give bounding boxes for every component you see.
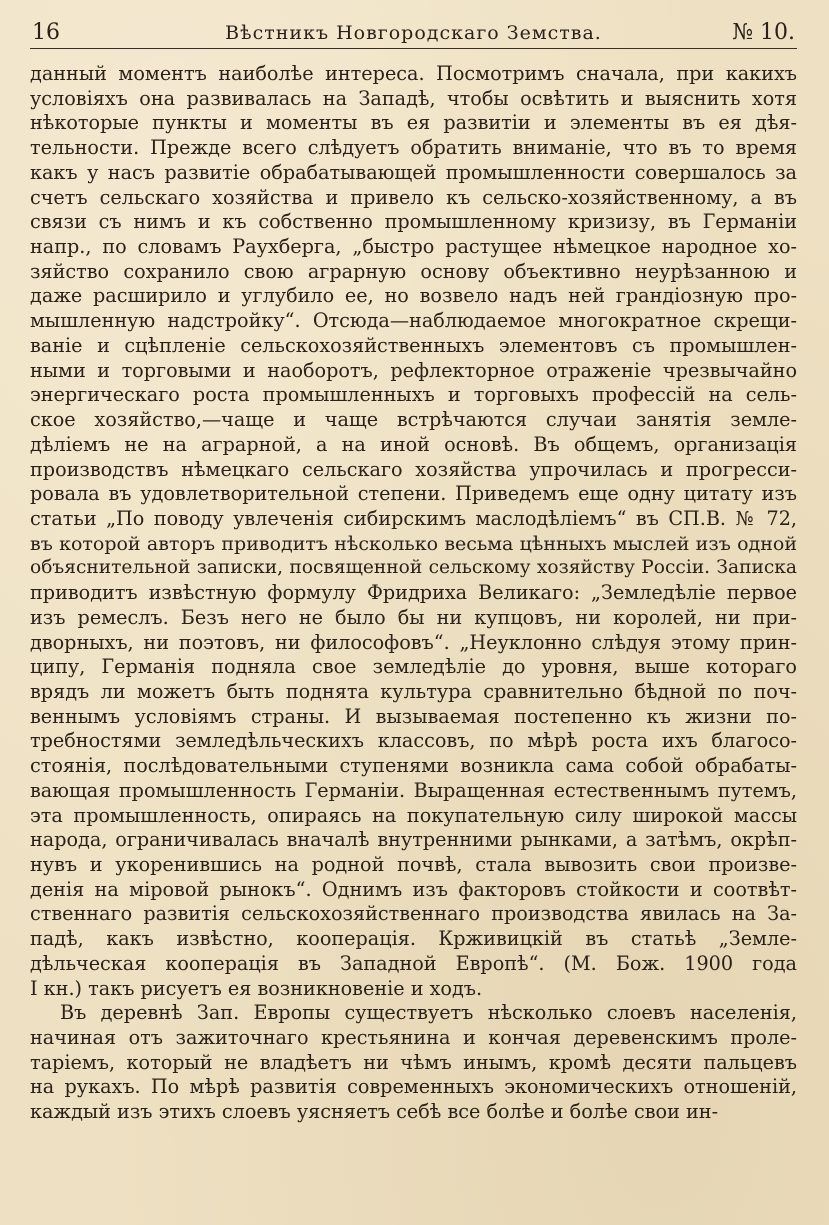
- text-line: таріемъ, который не владѣетъ ни чѣмъ инымъ, кромѣ десяти пальцевъ: [30, 1050, 797, 1074]
- running-header: [30, 18, 797, 49]
- text-line: эта промышленность, опираясь на покупательную силу широкой массы: [30, 803, 797, 827]
- text-line: народа, ограничивалась вначалѣ внутренними рынками, а затѣмъ, окрѣп-: [30, 828, 797, 852]
- issue-number: № 10.: [732, 20, 795, 45]
- text-line: зяйство сохранило свою аграрную основу объективно неурѣзанною и: [30, 259, 797, 283]
- text-line: ципу, Германія подняла свое земледѣліе до уровня, выше котораго: [30, 655, 797, 679]
- text-line: дѣліемъ не на аграрной, а на иной основѣ. Въ общемъ, организація: [30, 432, 797, 456]
- text-line: ственнаго развитія сельскохозяйственнаго производства явилась на За-: [30, 902, 797, 926]
- text-line: ровала въ удовлетворительной степени. Приведемъ еще одну цитату изъ: [30, 482, 797, 506]
- text-line: на рукахъ. По мѣрѣ развитія современныхъ экономическихъ отношеній,: [30, 1075, 797, 1099]
- journal-title: Вѣстникъ Новгородскаго Земства.: [225, 22, 602, 44]
- text-line: падѣ, какъ извѣстно, кооперація. Крживицкій въ статьѣ „Земле-: [30, 927, 797, 951]
- text-line: нувъ и укоренившись на родной почвѣ, стала вывозить свои произве-: [30, 853, 797, 876]
- text-line: какъ у насъ развитіе обрабатывающей промышленности совершалось за: [30, 160, 797, 184]
- text-line: приводитъ извѣстную формулу Фридриха Великаго: „Земледѣліе первое: [30, 581, 797, 605]
- article-body: [30, 62, 797, 1125]
- text-line: даже расширило и углубило ее, но возвело надъ ней грандіозную про-: [30, 284, 797, 308]
- text-line: связи съ нимъ и къ собственно промышленному кризизу, въ Германіи: [30, 210, 797, 234]
- text-line: счетъ сельскаго хозяйства и привело къ сельско-хозяйственному, а въ: [30, 185, 797, 209]
- text-line: напр., по словамъ Раухберга, „быстро растущее нѣмецкое народное хо-: [30, 235, 797, 259]
- text-line: ское хозяйство,—чаще и чаще встрѣчаются случаи занятія земле-: [30, 408, 797, 432]
- text-line: Въ деревнѣ Зап. Европы существуетъ нѣсколько слоевъ населенія,: [60, 1001, 797, 1025]
- text-line: производствъ нѣмецкаго сельскаго хозяйства упрочилась и прогресси-: [30, 457, 797, 481]
- text-line: денія на міровой рынокъ“. Однимъ изъ факторовъ стойкости и соотвѣт-: [30, 877, 797, 901]
- text-line: данный моментъ наиболѣе интереса. Посмотримъ сначала, при какихъ: [30, 62, 797, 85]
- text-line: энергическаго роста промышленныхъ и торговыхъ профессій на сель-: [30, 383, 797, 407]
- paragraph: [30, 62, 797, 1001]
- text-line: мышленную надстройку“. Отсюда—наблюдаемое многократное скрещи-: [30, 309, 797, 333]
- text-line: ными и торговыми и наоборотъ, рефлекторное отраженіе чрезвычайно: [30, 358, 797, 382]
- text-line: каждый изъ этихъ слоевъ уясняетъ себѣ все болѣе и болѣе свои ин-: [30, 1100, 719, 1124]
- text-line: дѣльческая кооперація въ Западной Европѣ“. (М. Бож. 1900 года: [30, 951, 797, 975]
- text-line: изъ ремеслъ. Безъ него не было бы ни купцовъ, ни королей, ни при-: [30, 605, 797, 629]
- text-line: требностями земледѣльческихъ классовъ, по мѣрѣ роста ихъ благосо-: [30, 729, 797, 753]
- text-line: вающая промышленность Германіи. Выращенная естественнымъ путемъ,: [30, 778, 797, 802]
- text-line: тельности. Прежде всего слѣдуетъ обратить вниманіе, что въ то время: [30, 136, 797, 160]
- page-number: 16: [32, 20, 60, 45]
- text-line: веннымъ условіямъ страны. И вызываемая постепенно къ жизни по-: [30, 704, 797, 728]
- text-line: ваніе и сцѣпленіе сельскохозяйственныхъ элементовъ съ промышлен-: [30, 333, 797, 357]
- text-line: I кн.) такъ рисуетъ ея возникновеніе и ходъ.: [30, 976, 483, 1000]
- text-line: начиная отъ зажиточнаго крестьянина и кончая деревенскимъ проле-: [30, 1026, 797, 1050]
- text-line: статьи „По поводу увлеченія сибирскимъ маслодѣліемъ“ въ СП.В. № 72,: [30, 506, 797, 530]
- text-line: нѣкоторые пункты и моменты въ ея развитіи и элементы въ ея дѣя-: [30, 111, 797, 135]
- text-line: въ которой авторъ приводитъ нѣсколько весьма цѣнныхъ мыслей изъ одной: [30, 532, 797, 555]
- text-line: дворныхъ, ни поэтовъ, ни философовъ“. „Неуклонно слѣдуя этому прин-: [30, 630, 797, 654]
- paragraph: [30, 1001, 797, 1125]
- text-line: стоянія, послѣдовательными ступенями возникла сама собой обрабаты-: [30, 754, 797, 778]
- text-line: условіяхъ она развивалась на Западѣ, чтобы освѣтить и выяснить хотя: [30, 86, 797, 110]
- text-line: врядъ ли можетъ быть поднята культура сравнительно бѣдной по поч-: [30, 679, 797, 703]
- text-line: объяснительной записки, посвященной сельскому хозяйству Россіи. Записка: [30, 557, 797, 579]
